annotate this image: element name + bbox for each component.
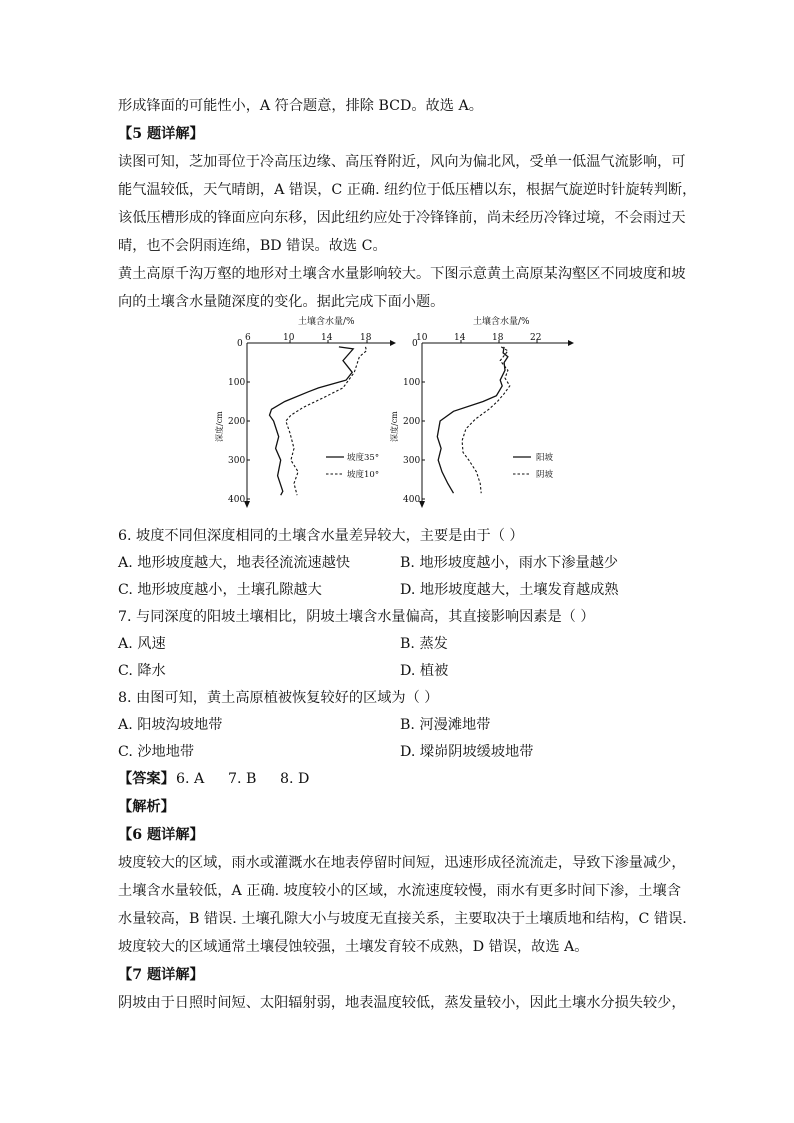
y-tick-label: 100	[403, 378, 421, 388]
paragraph-line: 坡度较大的区域，雨水或灌溉水在地表停留时间短，迅速形成径流流走，导致下渗量减少，	[118, 855, 686, 871]
y-axis-label: 深度/cm	[215, 411, 224, 442]
option-c: C. 降水	[118, 663, 166, 679]
option-c: C. 地形坡度越小，土壤孔隙越大	[118, 582, 322, 598]
option-b: B. 蒸发	[400, 636, 448, 652]
x-tick-label: 10	[283, 333, 295, 343]
y-tick-label: 400	[403, 495, 421, 505]
paragraph-line: 晴，也不会阴雨连绵，BD 错误。故选 C。	[118, 238, 387, 254]
option-d: D. 地形坡度越大，土壤发育越成熟	[400, 582, 619, 598]
option-a: A. 风速	[118, 636, 166, 652]
series-line-slope-35	[270, 347, 354, 495]
option-b: B. 地形坡度越小，雨水下渗量越少	[400, 555, 619, 571]
y-tick-label: 200	[403, 417, 421, 427]
option-a: A. 阳坡沟坡地带	[118, 717, 223, 733]
paragraph-line: 水量较高，B 错误. 土壤孔隙大小与坡度无直接关系，主要取决于土壤质地和结构，C 错误.	[118, 911, 687, 927]
series-line-sunny-slope	[437, 347, 508, 493]
x-axis-arrow	[568, 340, 574, 346]
y-axis-label: 深度/cm	[390, 411, 399, 442]
paragraph-line: 形成锋面的可能性小，A 符合题意，排除 BCD。故选 A。	[118, 98, 483, 114]
y-tick-label: 0	[237, 339, 243, 349]
legend-label: 阴坡	[536, 470, 554, 480]
answer-q6: 6. A	[176, 771, 205, 787]
chart-left	[214, 315, 396, 508]
option-d: D. 植被	[400, 663, 449, 679]
legend-label: 坡度10°	[347, 470, 380, 480]
question-stem: 7. 与同深度的阳坡土壤相比，阴坡土壤含水量偏高，其直接影响因素是（ ）	[118, 609, 595, 625]
x-tick-label: 18	[492, 333, 504, 343]
x-tick-label: 10	[416, 333, 428, 343]
section-heading: 【6 题详解】	[118, 827, 204, 843]
question-stem: 6. 坡度不同但深度相同的土壤含水量差异较大，主要是由于（ ）	[118, 528, 524, 544]
chart-right	[389, 315, 574, 508]
answer-q7: 7. B	[228, 771, 257, 787]
x-tick-label: 22	[530, 333, 542, 343]
option-a: A. 地形坡度越大，地表径流流速越快	[118, 555, 351, 571]
x-tick-label: 14	[321, 333, 333, 343]
legend-label: 阳坡	[536, 453, 554, 463]
paragraph-line: 向的土壤含水量随深度的变化。据此完成下面小题。	[118, 294, 445, 310]
series-line-shady-slope	[462, 347, 510, 493]
x-axis-arrow	[390, 340, 396, 346]
y-tick-label: 200	[228, 417, 246, 427]
option-d: D. 墚峁阴坡缓坡地带	[400, 744, 534, 760]
paragraph-line: 土壤含水量较低，A 正确. 坡度较小的区域，水流速度较慢，雨水有更多时间下渗，土壤含	[118, 883, 681, 899]
section-heading: 【5 题详解】	[118, 126, 204, 142]
question-stem: 8. 由图可知，黄土高原植被恢复较好的区域为（ ）	[118, 690, 439, 706]
paragraph-line: 读图可知，芝加哥位于冷高压边缘、高压脊附近，风向为偏北风，受单一低温气流影响，可	[118, 154, 686, 170]
paragraph-line: 阴坡由于日照时间短、太阳辐射弱，地表温度较低，蒸发量较小，因此土壤水分损失较少，	[118, 995, 686, 1011]
y-tick-label: 300	[403, 456, 421, 466]
section-heading: 【7 题详解】	[118, 967, 204, 983]
x-tick-label: 6	[245, 333, 251, 343]
legend-label: 坡度35°	[347, 453, 380, 463]
chart-left-title: 土壤含水量/%	[298, 317, 355, 327]
y-tick-label: 0	[412, 339, 418, 349]
y-tick-label: 100	[228, 378, 246, 388]
soil-moisture-figure	[200, 312, 600, 512]
option-c: C. 沙地地带	[118, 744, 195, 760]
paragraph-line: 该低压槽形成的锋面应向东移，因此纽约应处于冷锋锋前，尚未经历冷锋过境，不会雨过天	[118, 210, 686, 226]
answer-q8: 8. D	[280, 771, 310, 787]
y-tick-label: 300	[228, 456, 246, 466]
x-tick-label: 14	[454, 333, 466, 343]
x-tick-label: 18	[360, 333, 372, 343]
section-heading: 【解析】	[118, 799, 175, 815]
y-tick-label: 400	[228, 495, 246, 505]
paragraph-line: 黄土高原千沟万壑的地形对土壤含水量影响较大。下图示意黄土高原某沟壑区不同坡度和坡	[118, 266, 686, 282]
answer-label: 【答案】	[118, 771, 175, 787]
paragraph-line: 坡度较大的区域通常土壤侵蚀较强，土壤发育较不成熟，D 错误，故选 A。	[118, 939, 589, 955]
chart-right-title: 土壤含水量/%	[473, 317, 530, 327]
paragraph-line: 能气温较低，天气晴朗，A 错误，C 正确. 纽约位于低压槽以东，根据气旋逆时针旋转判断，	[118, 182, 697, 198]
option-b: B. 河漫滩地带	[400, 717, 491, 733]
